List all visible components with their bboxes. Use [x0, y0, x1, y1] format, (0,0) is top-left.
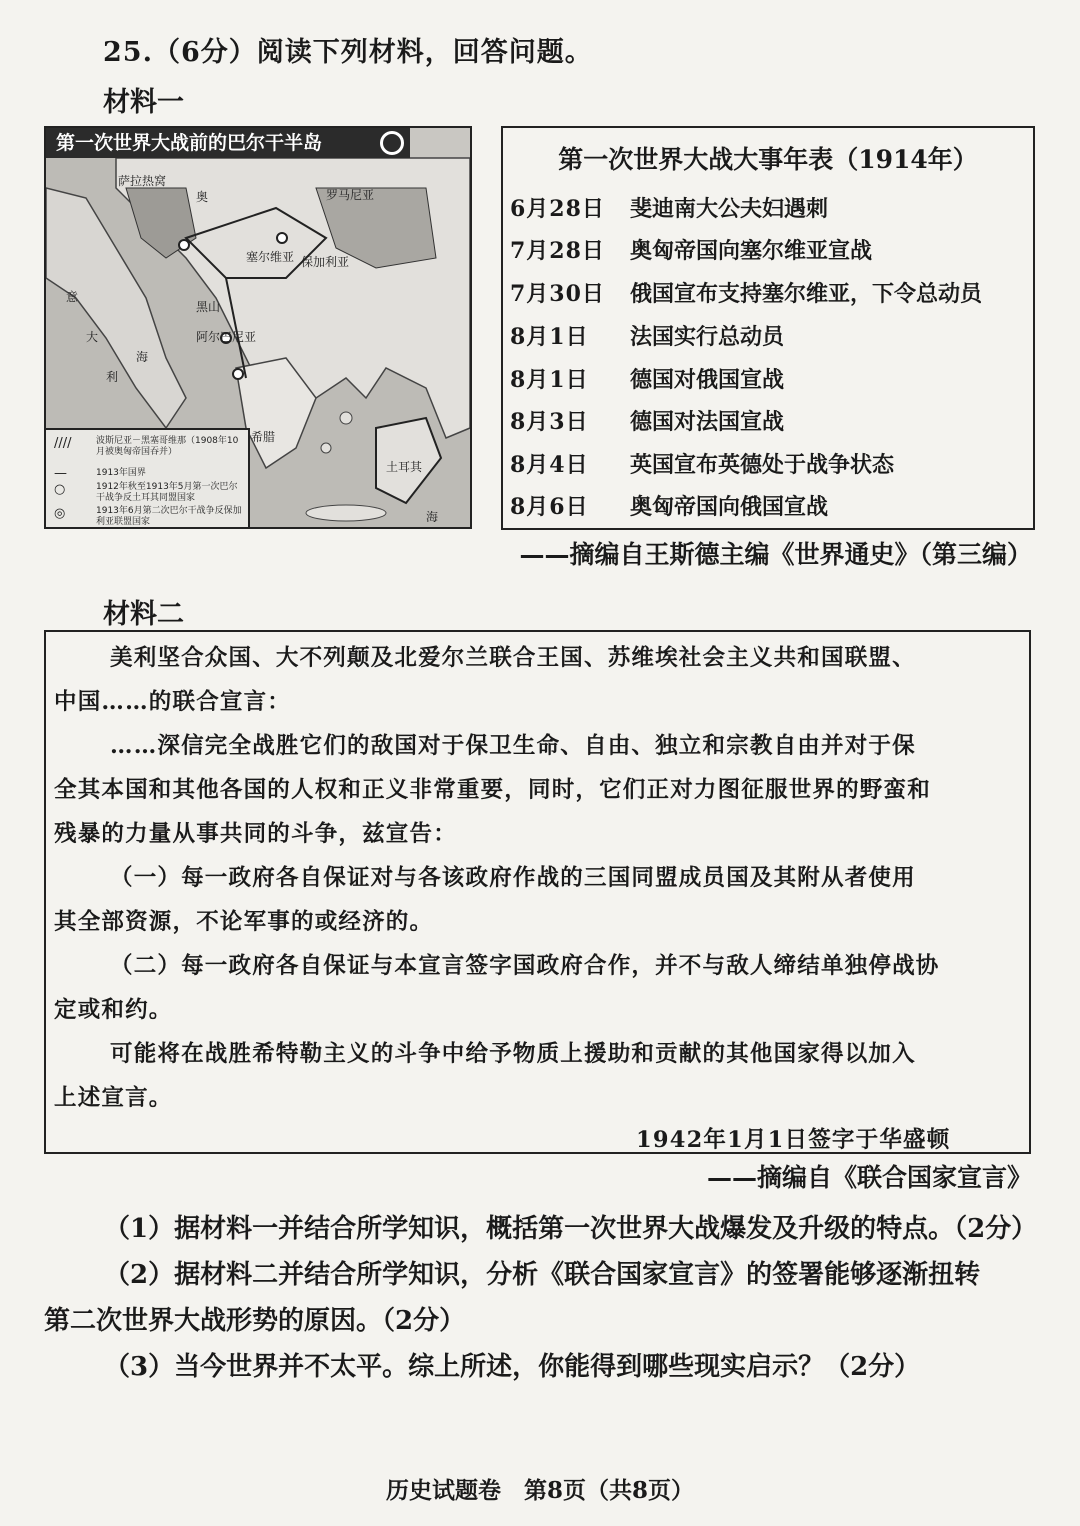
table-row — [510, 448, 894, 479]
map-label: 塞尔维亚 — [246, 250, 295, 264]
row-event: 奥匈帝国向塞尔维亚宣战 — [630, 238, 873, 264]
map-legend — [46, 428, 250, 529]
row-event: 奥匈帝国向俄国宣战 — [630, 494, 829, 520]
declaration-line: （二）每一政府各自保证与本宣言签字国政府合作，并不与敌人缔结单独停战协 — [110, 953, 940, 979]
sub-question-2-cont: 第二次世界大战形势的原因。（2分） — [44, 1306, 466, 1336]
table-row — [510, 277, 982, 308]
row-event: 德国对法国宣战 — [630, 409, 785, 435]
row-event: 英国宣布英德处于战争状态 — [630, 452, 895, 478]
declaration-line: 中国……的联合宣言： — [54, 689, 292, 715]
row-date: 8月6日 — [510, 494, 589, 520]
table-row — [510, 405, 784, 436]
row-date: 8月4日 — [510, 452, 589, 478]
declaration-line: 残暴的力量从事共同的斗争，兹宣告： — [54, 821, 457, 847]
declaration-box — [44, 630, 1031, 1154]
table-row — [510, 192, 828, 223]
declaration-line: 其全部资源，不论军事的或经济的。 — [54, 909, 434, 935]
legend-symbol: ○ — [54, 482, 66, 497]
chronology-title: 第一次世界大战大事年表（1914年） — [558, 145, 978, 174]
map-label: 罗马尼亚 — [326, 188, 375, 202]
page-footer: 历史试题卷 第8页（共8页） — [385, 1477, 694, 1504]
legend-symbol: — — [54, 466, 67, 481]
sub-question-3: （3）当今世界并不太平。综上所述，你能得到哪些现实启示？（2分） — [104, 1352, 921, 1382]
table-row — [510, 320, 784, 351]
table-row — [510, 234, 872, 265]
row-date: 8月1日 — [510, 324, 589, 350]
map-label: 海 — [136, 350, 149, 364]
row-date: 8月1日 — [510, 367, 589, 393]
declaration-line: 定或和约。 — [54, 997, 173, 1023]
balkan-map — [44, 126, 472, 529]
row-date: 6月28日 — [510, 196, 605, 222]
map-label: 意 — [66, 290, 79, 304]
declaration-line: 全其本国和其他各国的人权和正义非常重要，同时，它们正对力图征服世界的野蛮和 — [54, 777, 931, 803]
map-label: 黑山 — [196, 300, 221, 314]
legend-text: 波斯尼亚－黑塞哥维那（1908年10月被奥匈帝国吞并） — [96, 436, 239, 457]
sub-question-1: （1）据材料一并结合所学知识，概括第一次世界大战爆发及升级的特点。（2分） — [104, 1214, 1038, 1244]
row-date: 7月30日 — [510, 281, 605, 307]
declaration-line: 可能将在战胜希特勒主义的斗争中给予物质上援助和贡献的其他国家得以加入 — [110, 1041, 916, 1067]
legend-text: 1912年秋至1913年5月第一次巴尔干战争反土耳其同盟国家 — [96, 482, 238, 503]
map-label: 海 — [426, 510, 439, 524]
declaration-line: （一）每一政府各自保证对与各该政府作战的三国同盟成员国及其附从者使用 — [110, 865, 916, 891]
declaration-source: ——摘编自《联合国家宣言》 — [706, 1163, 1032, 1192]
map-label: 萨拉热窝 — [118, 174, 167, 188]
material-1-label: 材料一 — [103, 87, 184, 118]
map-label: 土耳其 — [386, 460, 423, 474]
map-label: 奥 — [196, 190, 209, 204]
declaration-line: 上述宣言。 — [54, 1085, 173, 1111]
legend-text: 1913年国界 — [96, 468, 146, 478]
row-event: 斐迪南大公夫妇遇刺 — [630, 196, 829, 222]
chronology-table — [501, 126, 1035, 530]
legend-text: 1913年6月第二次巴尔干战争反保加利亚联盟国家 — [96, 506, 242, 527]
row-event: 法国实行总动员 — [630, 324, 785, 350]
legend-symbol: //// — [54, 436, 72, 451]
map-label: 保加利亚 — [301, 255, 350, 269]
declaration-line: ……深信完全战胜它们的敌国对于保卫生命、自由、独立和宗教自由并对于保 — [110, 733, 916, 759]
row-date: 8月3日 — [510, 409, 589, 435]
globe-icon — [380, 131, 404, 155]
question-heading: 25.（6分）阅读下列材料，回答问题。 — [103, 37, 593, 68]
map-label: 希腊 — [251, 430, 276, 444]
sub-question-2: （2）据材料二并结合所学知识，分析《联合国家宣言》的签署能够逐渐扭转 — [104, 1260, 981, 1290]
table-row — [510, 490, 828, 521]
declaration-line: 美利坚合众国、大不列颠及北爱尔兰联合王国、苏维埃社会主义共和国联盟、 — [110, 645, 916, 671]
map-label: 阿尔巴尼亚 — [196, 330, 257, 344]
row-event: 俄国宣布支持塞尔维亚，下令总动员 — [630, 281, 983, 307]
row-event: 德国对俄国宣战 — [630, 367, 785, 393]
legend-symbol: ◎ — [54, 506, 66, 521]
map-label: 利 — [106, 370, 119, 384]
material-2-label: 材料二 — [103, 599, 184, 630]
declaration-signature: 1942年1月1日签字于华盛顿 — [636, 1127, 951, 1153]
map-label: 大 — [86, 330, 99, 344]
map-title: 第一次世界大战前的巴尔干半岛 — [46, 128, 410, 158]
table-row — [510, 363, 784, 394]
row-date: 7月28日 — [510, 238, 605, 264]
chronology-source: ——摘编自王斯德主编《世界通史》（第三编） — [519, 540, 1032, 569]
